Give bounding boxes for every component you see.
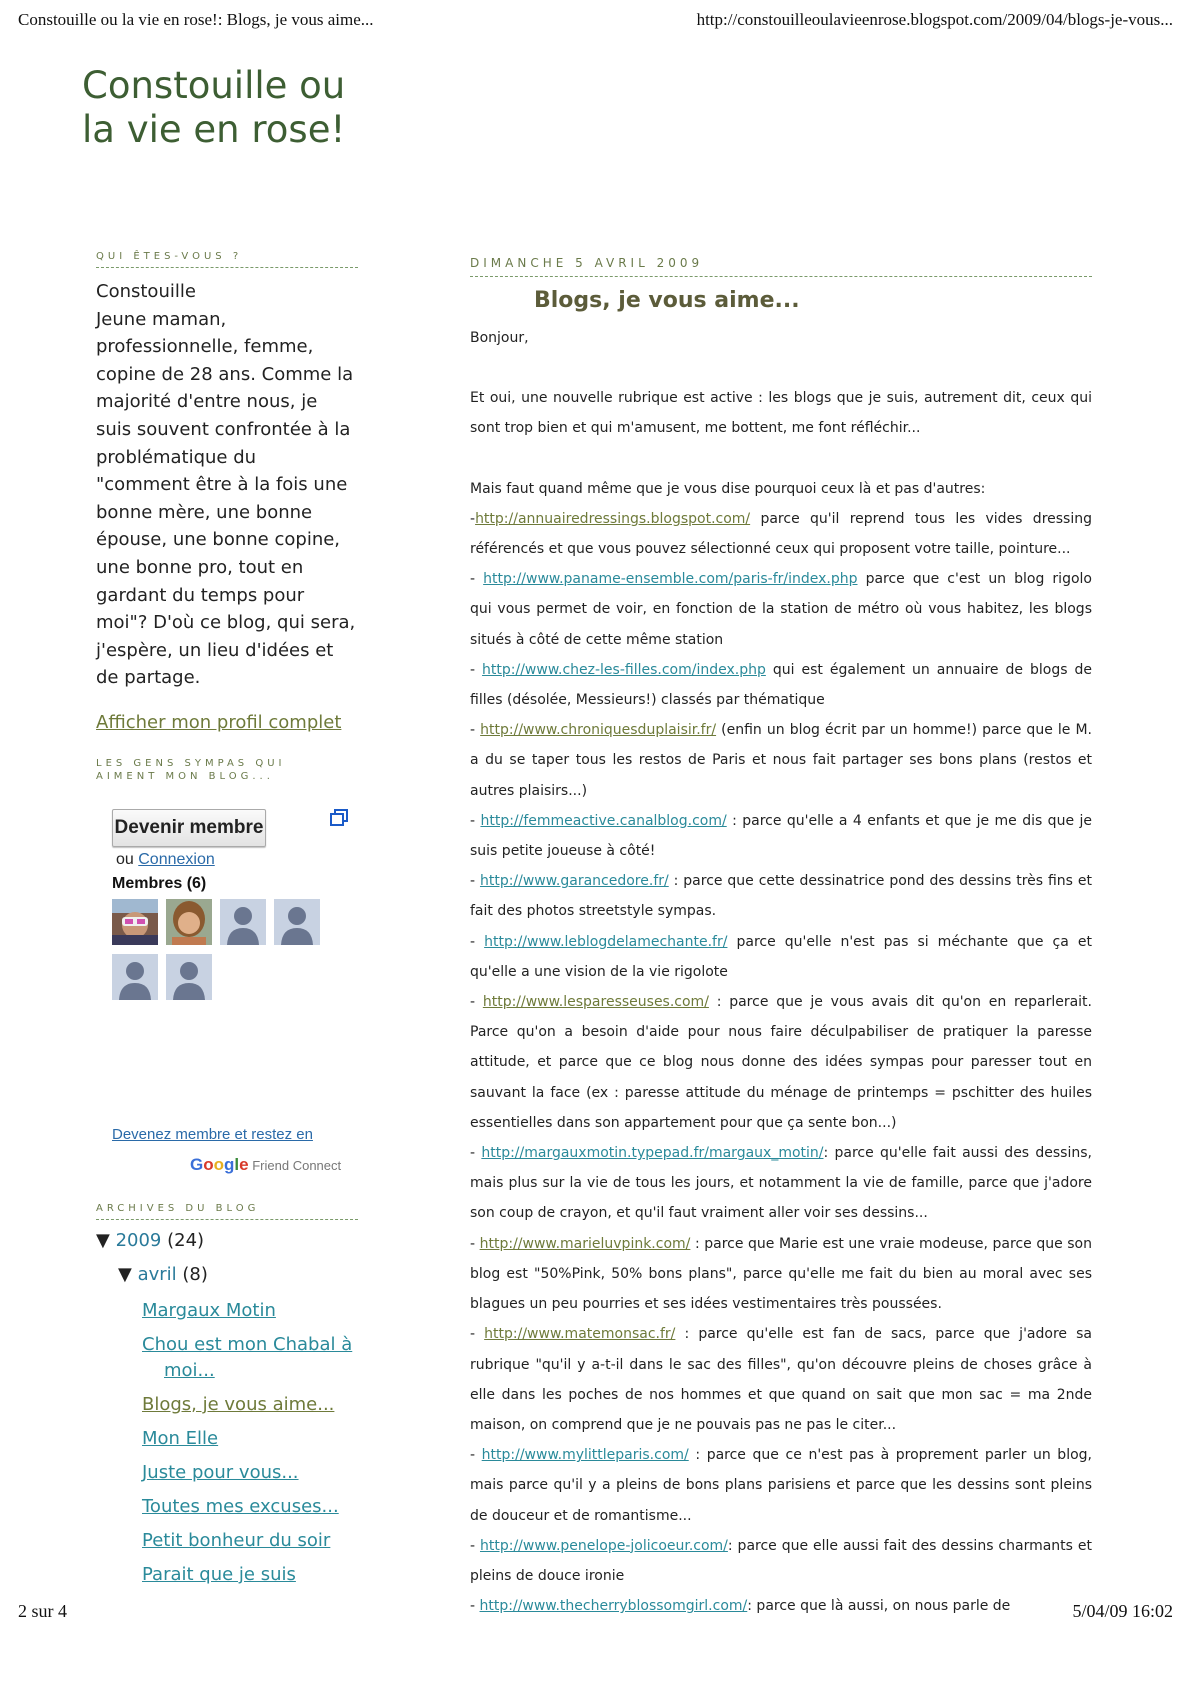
join-button[interactable]: Devenir membre <box>112 809 266 847</box>
post-date: DIMANCHE 5 AVRIL 2009 <box>470 256 1092 277</box>
member-avatar[interactable] <box>166 899 212 945</box>
blog-list-entry <box>470 866 1092 926</box>
entry-description: : parce que je vous avais dit qu'on en reparlerait. Parce qu'on a besoin d'aide pour nous faire déculpabiliser de pratiquer la paresse attitude, et parce que ce blog nous donne des idées sympas pour paresser tout en sauvant la face (ex : paresse attitude du ménage de printemps = pschitter des huiles essentielles dans son appartement pour que ça sente bon...) <box>470 994 1092 1131</box>
friend-connect-label: Friend Connect <box>252 1157 342 1173</box>
blog-title[interactable] <box>82 64 462 152</box>
entry-prefix: - <box>470 1447 482 1464</box>
print-header-title: Constouille ou la vie en rose!: Blogs, je vous aime... <box>18 10 374 29</box>
profile-heading: QUI ÊTES-VOUS ? <box>96 250 358 268</box>
profile-line: bonne mère, une bonne <box>96 501 313 523</box>
blog-url-link[interactable]: http://www.chroniquesduplaisir.fr/ <box>480 722 717 739</box>
print-header <box>18 10 1173 34</box>
blog-url-link[interactable]: http://www.thecherryblossomgirl.com/ <box>479 1598 748 1615</box>
archive-post-item <box>142 1426 372 1452</box>
profile-line: Constouille <box>96 281 196 302</box>
archive-year-2009[interactable] <box>96 1230 204 1251</box>
profile-line: épouse, une bonne copine, <box>96 529 341 551</box>
blog-list-entry <box>470 1440 1092 1531</box>
post-body <box>470 323 1092 1621</box>
entry-description: : parce que là aussi, on nous parle de <box>747 1598 1011 1615</box>
archive-post-link[interactable]: Toutes mes excuses... <box>142 1496 339 1517</box>
blog-url-link[interactable]: http://www.lesparesseuses.com/ <box>482 994 709 1011</box>
blog-url-link[interactable]: http://www.chez-les-filles.com/index.php <box>482 661 766 678</box>
blog-url-link[interactable]: http://www.marieluvpink.com/ <box>479 1235 691 1252</box>
login-line <box>116 851 215 869</box>
view-full-profile-link[interactable]: Afficher mon profil complet <box>96 711 342 733</box>
archive-heading: ARCHIVES DU BLOG <box>96 1202 358 1220</box>
login-link[interactable]: Connexion <box>138 850 215 868</box>
archive-post-link[interactable]: Chou est mon Chabal à moi... <box>142 1334 353 1381</box>
login-prefix: ou <box>116 850 139 868</box>
entry-description: : parce que Marie est une vraie modeuse, parce que son blog est "50%Pink, 50% bons plans", parce qu'elle me fait du bien au moral avec ses blagues un peu pourries et ses idées vestimentaires très poussées. <box>470 1235 1092 1313</box>
member-avatar-placeholder[interactable] <box>112 954 158 1000</box>
blog-list <box>470 504 1092 1622</box>
sidebar <box>96 250 358 1174</box>
blog-list-entry <box>470 655 1092 715</box>
print-header-url: http://constouilleoulavieenrose.blogspot.com/2009/04/blogs-je-vous... <box>696 10 1173 29</box>
blog-url-link[interactable]: http://femmeactive.canalblog.com/ <box>480 812 727 829</box>
profile-line: de partage. <box>96 667 201 689</box>
entry-prefix: - <box>470 1145 482 1162</box>
entry-description: parce qu'elle n'est pas si méchante que ça et qu'elle a une vision de la vie rigolote <box>470 933 1092 980</box>
blog-url-link[interactable]: http://www.penelope-jolicoeur.com/ <box>479 1537 728 1554</box>
post-intro: Et oui, une nouvelle rubrique est active : les blogs que je suis, autrement dit, ceux qui sont trop bien et qui m'amusent, me bottent, me font réfléchir... <box>470 390 1092 437</box>
entry-prefix: - <box>470 571 484 588</box>
blog-list-entry <box>470 927 1092 987</box>
blog-url-link[interactable]: http://www.matemonsac.fr/ <box>484 1326 676 1343</box>
archive-post-link[interactable]: Mon Elle <box>142 1428 219 1449</box>
entry-prefix: - <box>470 873 480 890</box>
print-datetime: 5/04/09 16:02 <box>1072 1601 1173 1621</box>
entry-prefix: - <box>470 994 483 1011</box>
archive-year-count: (24) <box>167 1230 205 1251</box>
print-footer <box>18 1601 1173 1625</box>
profile-line: copine de 28 ans. Comme la <box>96 363 354 385</box>
archive-year-link[interactable]: 2009 <box>115 1230 162 1251</box>
blog-list-entry <box>470 564 1092 655</box>
entry-description: : parce qu'elle a 4 enfants et que je me dis que je suis petite joueuse à côté! <box>470 812 1092 860</box>
archive-post-link[interactable]: Juste pour vous... <box>142 1462 299 1483</box>
blog-list-entry <box>470 504 1092 564</box>
archive-month-link[interactable]: avril <box>137 1264 177 1285</box>
entry-prefix: - <box>470 933 485 950</box>
member-avatar-placeholder[interactable] <box>220 899 266 945</box>
entry-prefix: - <box>470 812 481 829</box>
blog-url-link[interactable]: http://www.garancedore.fr/ <box>479 873 669 890</box>
blog-url-link[interactable]: http://www.mylittleparis.com/ <box>481 1447 689 1464</box>
entry-prefix: - <box>470 661 483 678</box>
blog-list-entry <box>470 806 1092 866</box>
profile-line: une bonne pro, tout en <box>96 556 304 578</box>
members-count: Membres (6) <box>112 874 207 892</box>
page-number: 2 sur 4 <box>18 1601 67 1621</box>
profile-line: Jeune maman, <box>96 308 227 330</box>
main-column <box>470 256 1092 1621</box>
entry-prefix: - <box>470 1235 480 1252</box>
followers-widget <box>112 809 358 1174</box>
entry-description: : parce que cette dessinatrice pond des dessins très fins et fait des photos streetstyle sympas. <box>470 873 1092 920</box>
profile-line: "comment être à la fois une <box>96 474 348 496</box>
archive-post-link[interactable]: Petit bonheur du soir <box>142 1530 331 1551</box>
archive-post-item <box>142 1528 372 1554</box>
entry-description: : parce que elle aussi fait des dessins charmants et pleins de douce ironie <box>470 1537 1092 1584</box>
blog-url-link[interactable]: http://www.leblogdelamechante.fr/ <box>484 933 728 950</box>
archive-month-avril[interactable] <box>118 1264 208 1285</box>
entry-description: : parce qu'elle est fan de sacs, parce que j'adore sa rubrique "qu'il y a-t-il dans le sac des filles", qu'on découvre pleins de choses grâce à elle dans les poches de nos hommes et que quand on sait que mon sac = ma 2nde maison, on comprend que je ne pouvais pas ne pas le citer... <box>470 1326 1092 1433</box>
logo-letter: e <box>239 1154 249 1174</box>
blog-list-entry <box>470 715 1092 806</box>
blog-list-entry <box>470 1319 1092 1440</box>
entry-prefix: - <box>470 1537 480 1554</box>
member-avatar-placeholder[interactable] <box>166 954 212 1000</box>
post-title[interactable]: Blogs, je vous aime... <box>534 288 800 313</box>
archive-month-count: (8) <box>182 1264 208 1285</box>
archive-post-list <box>142 1298 372 1596</box>
member-avatar[interactable] <box>112 899 158 945</box>
archive-post-item <box>142 1392 372 1418</box>
post-greeting: Bonjour, <box>470 330 529 346</box>
friend-connect-join-link[interactable]: Devenez membre et restez en <box>112 1125 313 1143</box>
logo-letter: l <box>234 1154 240 1174</box>
archive-post-item <box>142 1298 372 1324</box>
archive-post-item <box>142 1562 372 1588</box>
logo-letter: o <box>203 1154 214 1174</box>
profile-line: gardant du temps pour <box>96 584 305 606</box>
entry-description: parce que c'est un blog rigolo qui vous permet de voir, en fonction de la station de métro où vous habitez, les blogs situés à côté de cette même station <box>470 571 1092 648</box>
entry-description: : parce qu'elle fait aussi des dessins, mais plus sur la vie de tous les jours, et notamment la vie de famille, parce que j'adore son coup de crayon, et qu'il faut vraiment aller voir ses dessins... <box>470 1145 1092 1222</box>
google-friend-connect-logo <box>190 1155 341 1175</box>
archive-post-link[interactable]: Parait que je suis <box>142 1564 296 1585</box>
blog-title-line2[interactable]: la vie en rose! <box>82 108 346 151</box>
blog-url-link[interactable]: http://margauxmotin.typepad.fr/margaux_motin/ <box>481 1145 824 1162</box>
archive-post-item <box>142 1494 372 1520</box>
archive-post-item <box>142 1332 372 1384</box>
profile-line: suis souvent confrontée à la <box>96 418 351 440</box>
entry-description: : parce que ce n'est pas à proprement parler un blog, mais parce qu'il y a pleins de bons plans parisiens et parce que les dessins sont pleins de douceur et de romantisme... <box>470 1447 1092 1524</box>
entry-prefix: - <box>470 722 481 739</box>
entry-description: parce qu'il reprend tous les vides dressing référencés et que vous pouvez sélectionné ceux qui proposent votre taille, pointure... <box>470 510 1092 558</box>
logo-letter: o <box>213 1154 225 1174</box>
logo-letter: G <box>190 1154 204 1174</box>
profile-line: professionnelle, femme, <box>96 336 314 358</box>
profile-line: problématique du <box>96 446 257 468</box>
post-lead: Mais faut quand même que je vous dise pourquoi ceux là et pas d'autres: <box>470 480 986 497</box>
archive-post-item <box>142 1460 372 1486</box>
blog-list-entry <box>470 1531 1092 1591</box>
profile-description <box>96 278 358 692</box>
profile-line: moi"? D'où ce blog, qui sera, <box>96 612 356 634</box>
entry-prefix: - <box>470 1598 480 1615</box>
blog-url-link[interactable]: http://www.paname-ensemble.com/paris-fr/index.php <box>483 571 858 588</box>
entry-prefix: - <box>470 1326 485 1343</box>
collapse-triangle-icon[interactable]: ▼ <box>96 1230 110 1251</box>
popout-icon[interactable] <box>330 809 348 827</box>
entry-description: (enfin un blog écrit par un homme!) parce que le M. a du se taper tous les restos de Paris et nous fait partager ses bons plans (restos et autres plaisirs...) <box>470 722 1092 799</box>
member-avatar-placeholder[interactable] <box>274 899 320 945</box>
followers-heading: LES GENS SYMPAS QUI AIMENT MON BLOG... <box>96 757 286 782</box>
profile-line: majorité d'entre nous, je <box>96 391 318 413</box>
profile-line: j'espère, un lieu d'idées et <box>96 639 334 661</box>
entry-prefix: - <box>470 510 476 527</box>
blog-url-link[interactable]: http://annuairedressings.blogspot.com/ <box>475 510 751 527</box>
logo-letter: g <box>224 1154 235 1174</box>
blog-list-entry <box>470 1138 1092 1229</box>
entry-description: qui est également un annuaire de blogs de filles (désolée, Messieurs!) classés par thématique <box>470 661 1092 709</box>
collapse-triangle-icon[interactable]: ▼ <box>118 1264 132 1285</box>
blog-list-entry <box>470 987 1092 1138</box>
archive-post-link[interactable]: Margaux Motin <box>142 1300 276 1321</box>
blog-list-entry <box>470 1229 1092 1320</box>
blog-title-line1[interactable]: Constouille ou <box>82 64 346 107</box>
archive-post-link-current[interactable]: Blogs, je vous aime... <box>142 1394 335 1415</box>
